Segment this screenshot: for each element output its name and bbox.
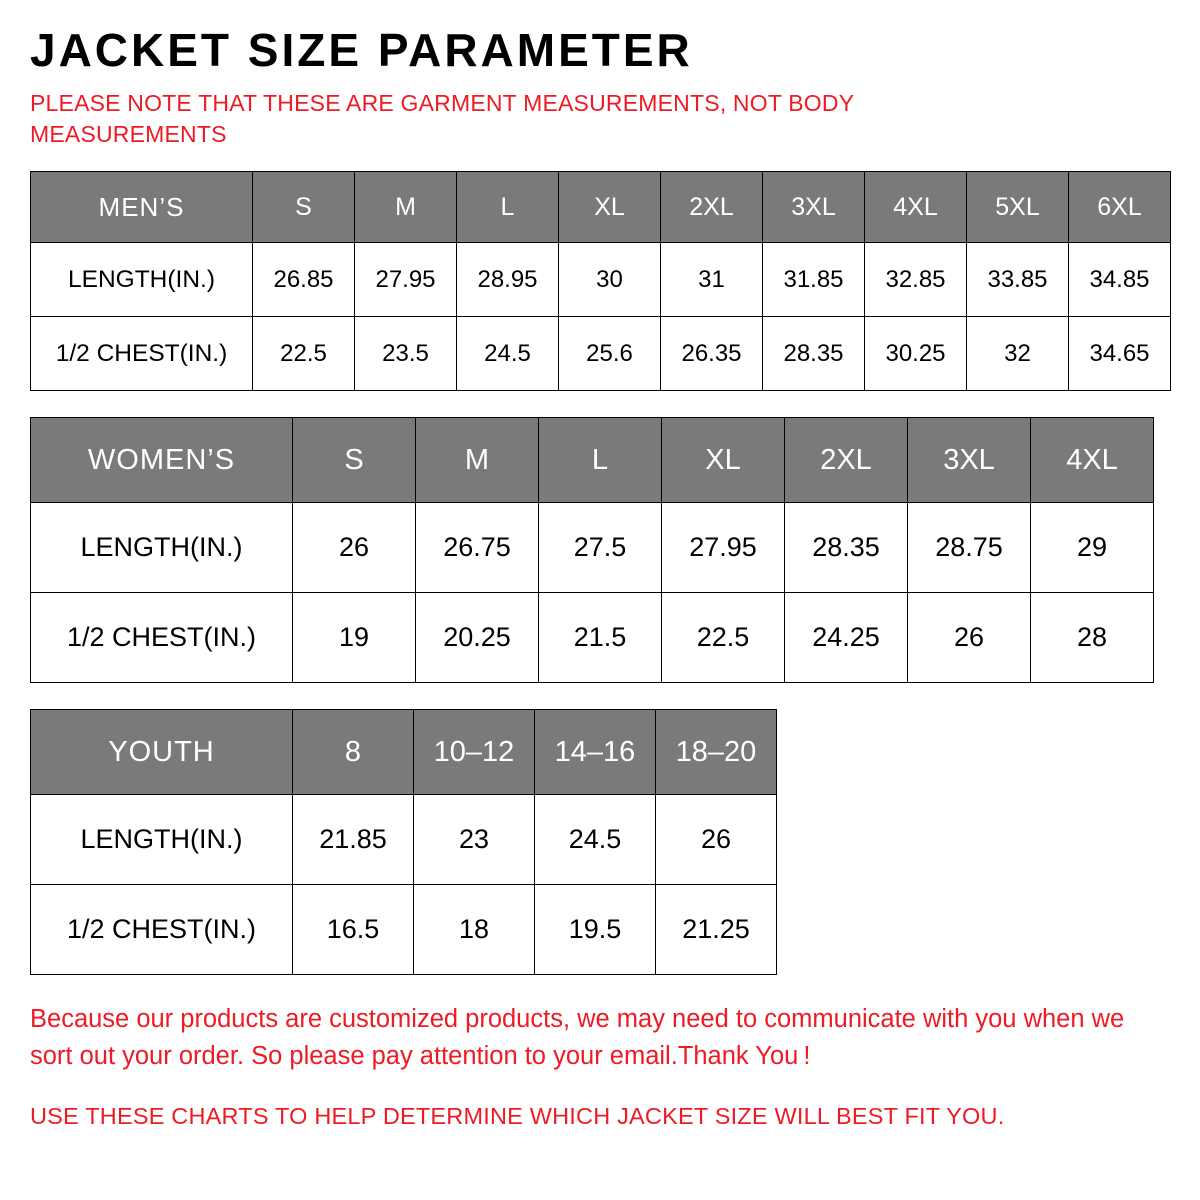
table-header-row: [31, 710, 777, 795]
cell-value: 24.25: [785, 593, 908, 683]
size-header: 5XL: [967, 172, 1069, 243]
cell-value: 26.75: [416, 503, 539, 593]
table-row: [31, 317, 1171, 391]
size-header: S: [293, 418, 416, 503]
cell-value: 32.85: [865, 243, 967, 317]
cell-value: 27.95: [355, 243, 457, 317]
cell-value: 21.85: [293, 795, 414, 885]
size-header: M: [416, 418, 539, 503]
table-header-row: [31, 172, 1171, 243]
youth-category-label: YOUTH: [31, 710, 293, 795]
table-header-row: [31, 418, 1154, 503]
customization-note: Because our products are customized products, we may need to communicate with you when we sort out your order. So please pay attention to your email.Thank You !: [30, 1005, 1125, 1070]
table-row: [31, 503, 1154, 593]
row-label: LENGTH(IN.): [31, 795, 293, 885]
youth-size-table: [30, 709, 777, 975]
size-header: XL: [559, 172, 661, 243]
cell-value: 26.35: [661, 317, 763, 391]
cell-value: 29: [1031, 503, 1154, 593]
row-label: 1/2 CHEST(IN.): [31, 593, 293, 683]
cell-value: 28.75: [908, 503, 1031, 593]
cell-value: 19: [293, 593, 416, 683]
size-header: 6XL: [1069, 172, 1171, 243]
size-header: 8: [293, 710, 414, 795]
womens-size-table: [30, 417, 1154, 683]
cell-value: 20.25: [416, 593, 539, 683]
cell-value: 23: [414, 795, 535, 885]
table-row: [31, 885, 777, 975]
cell-value: 32: [967, 317, 1069, 391]
chart-usage-note: USE THESE CHARTS TO HELP DETERMINE WHICH JACKET SIZE WILL BEST FIT YOU.: [30, 1102, 1005, 1129]
womens-category-label: WOMEN’S: [31, 418, 293, 503]
size-header: L: [457, 172, 559, 243]
size-header: 4XL: [865, 172, 967, 243]
mens-size-table: [30, 171, 1171, 391]
cell-value: 30: [559, 243, 661, 317]
cell-value: 19.5: [535, 885, 656, 975]
row-label: LENGTH(IN.): [31, 243, 253, 317]
mens-category-label: MEN’S: [31, 172, 253, 243]
size-header: 3XL: [908, 418, 1031, 503]
size-header: 18–20: [656, 710, 777, 795]
cell-value: 28.95: [457, 243, 559, 317]
row-label: LENGTH(IN.): [31, 503, 293, 593]
size-header: 2XL: [785, 418, 908, 503]
row-label: 1/2 CHEST(IN.): [31, 317, 253, 391]
size-header: 10–12: [414, 710, 535, 795]
table-row: [31, 795, 777, 885]
cell-value: 34.85: [1069, 243, 1171, 317]
cell-value: 23.5: [355, 317, 457, 391]
cell-value: 24.5: [535, 795, 656, 885]
cell-value: 27.95: [662, 503, 785, 593]
cell-value: 26: [908, 593, 1031, 683]
cell-value: 22.5: [662, 593, 785, 683]
cell-value: 18: [414, 885, 535, 975]
cell-value: 21.5: [539, 593, 662, 683]
footer-notes: [30, 1001, 1170, 1133]
cell-value: 33.85: [967, 243, 1069, 317]
size-header: 3XL: [763, 172, 865, 243]
table-row: [31, 593, 1154, 683]
cell-value: 31: [661, 243, 763, 317]
cell-value: 24.5: [457, 317, 559, 391]
cell-value: 28.35: [785, 503, 908, 593]
size-header: 2XL: [661, 172, 763, 243]
row-label: 1/2 CHEST(IN.): [31, 885, 293, 975]
cell-value: 16.5: [293, 885, 414, 975]
cell-value: 22.5: [253, 317, 355, 391]
cell-value: 34.65: [1069, 317, 1171, 391]
cell-value: 27.5: [539, 503, 662, 593]
size-header: S: [253, 172, 355, 243]
cell-value: 26: [293, 503, 416, 593]
size-header: XL: [662, 418, 785, 503]
size-header: 14–16: [535, 710, 656, 795]
size-header: M: [355, 172, 457, 243]
cell-value: 26.85: [253, 243, 355, 317]
size-header: L: [539, 418, 662, 503]
cell-value: 25.6: [559, 317, 661, 391]
cell-value: 21.25: [656, 885, 777, 975]
measurement-note: PLEASE NOTE THAT THESE ARE GARMENT MEASUREMENTS, NOT BODY MEASUREMENTS: [30, 90, 854, 147]
cell-value: 31.85: [763, 243, 865, 317]
page-title: JACKET SIZE PARAMETER: [30, 24, 693, 76]
size-header: 4XL: [1031, 418, 1154, 503]
cell-value: 28.35: [763, 317, 865, 391]
cell-value: 26: [656, 795, 777, 885]
cell-value: 28: [1031, 593, 1154, 683]
table-row: [31, 243, 1171, 317]
cell-value: 30.25: [865, 317, 967, 391]
